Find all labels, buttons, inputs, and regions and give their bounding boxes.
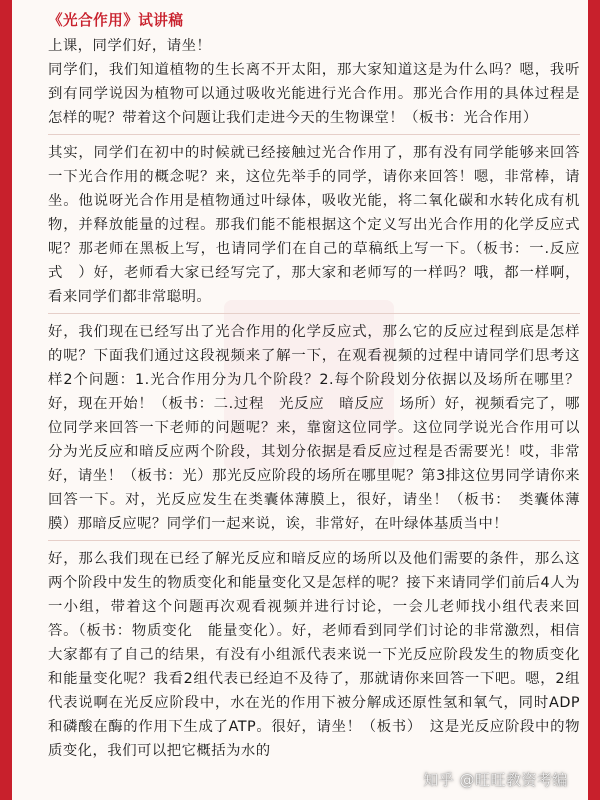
source-watermark: 知乎 @旺旺教资考编 (423, 771, 568, 789)
document-body (48, 8, 580, 763)
paragraph-changes-discussion: 好，那么我们现在已经了解光反应和暗反应的场所以及他们需要的条件，那么这两个阶段中发生的物质变化和能量变化又是怎样的呢？接下来请同学们前后4人为一小组，带着这个问题再次观看视频并进行讨论，一会儿老师找小组代表来回答。（板书：物质变化 能量变化）。好，老师看到同学们讨论的非常激烈，相信大家都有了自己的结果，有没有小组派代表来说一下光反应阶段发生的物质变化和能量变化呢？我看2组代表已经迫不及待了，那就请你来回答一下吧。嗯，2组代表说啊在光反应阶段中，水在光的作用下被分解成还原性氢和氧气，同时ADP和磷酸在酶的作用下生成了ATP。很好，请坐！（板书） 这是光反应阶段中的物质变化，我们可以把它概括为水的 (48, 551, 580, 759)
paragraph-concept-review: 其实，同学们在初中的时候就已经接触过光合作用了，那有没有同学能够来回答一下光合作用的概念呢？来，这位先举手的同学，请你来回答！嗯，非常棒，请坐。他说呀光合作用是植物通过叶绿体，吸收光能，将二氧化碳和水转化成有机物，并释放能量的过程。那我们能不能根据这个定义写出光合作用的化学反应式呢？那老师在黑板上写，也请同学们在自己的草稿纸上写一下。（板书：一.反应式 ）好，老师看大家已经写完了，那大家和老师写的一样吗？哦，都一样啊，看来同学们都非常聪明。 (48, 145, 580, 305)
paragraph-divider (48, 313, 580, 314)
document-title: 《光合作用》试讲稿 (48, 12, 184, 29)
paragraph-divider (48, 134, 580, 135)
paragraph-greeting: 上课，同学们好，请坐！ (48, 38, 212, 54)
paragraph-divider (48, 540, 580, 541)
paragraph-reaction-process: 好，我们现在已经写出了光合作用的化学反应式，那么它的反应过程到底是怎样的呢？下面我们通过这段视频来了解一下，在观看视频的过程中请同学们思考这样2个问题：1.光合作用分为几个阶段？2.每个阶段划分依据以及场所在哪里？好，现在开始！（板书：二.过程 光反应 暗反应 场所）好，视频看完了，哪位同学来回答一下老师的问题呢？来，靠窗这位同学。这位同学说光合作用可以分为光反应和暗反应两个阶段，其划分依据是看反应过程是否需要光！哎，非常好，请坐！（板书：光）那光反应阶段的场所在哪里呢？第3排这位男同学请你来回答一下。对，光反应发生在类囊体薄膜上，很好，请坐！（板书： 类囊体薄膜）那暗反应呢？同学们一起来说，诶，非常好，在叶绿体基质当中！ (48, 324, 580, 532)
paragraph-introduction: 同学们，我们知道植物的生长离不开太阳，那大家知道这是为什么吗？嗯，我听到有同学说因为植物可以通过吸收光能进行光合作用。那光合作用的具体过程是怎样的呢？带着这个问题让我们走进今天的生物课堂！（板书：光合作用） (48, 62, 580, 126)
